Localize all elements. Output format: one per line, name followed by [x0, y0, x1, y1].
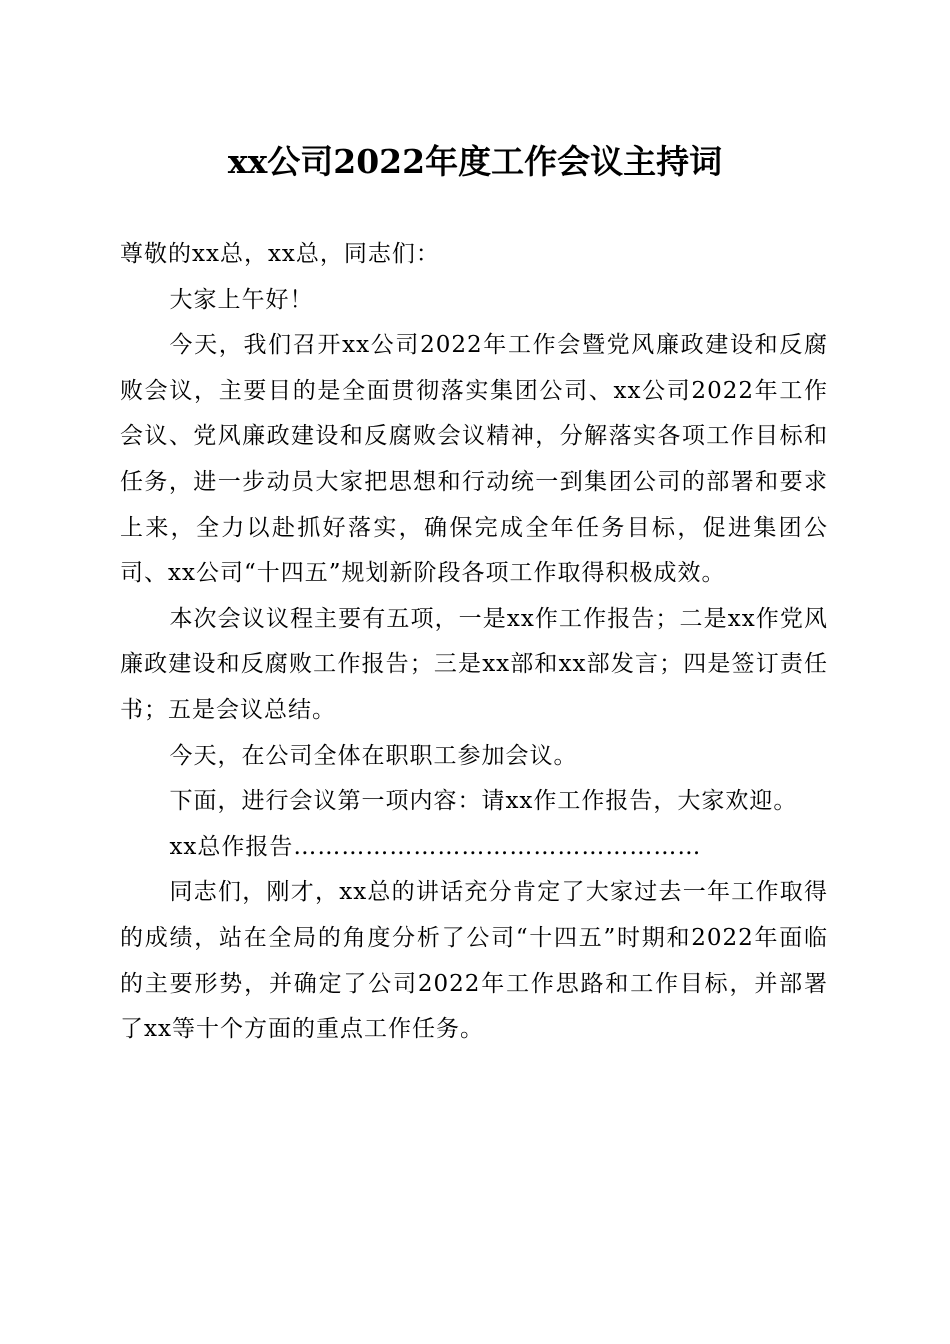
document-body [120, 232, 828, 1053]
opening-paragraph: 今天，我们召开xx公司2022年工作会暨党风廉政建设和反腐败会议，主要目的是全面贯彻落实集团公司、xx公司2022年工作会议、党风廉政建设和反腐败会议精神，分解落实各项工作目标和任务，进一步动员大家把思想和行动统一到集团公司的部署和要求上来，全力以赴抓好落实，确保完成全年任务目标，促进集团公司、xx公司“十四五”规划新阶段各项工作取得积极成效。 [120, 332, 828, 587]
agenda-paragraph: 本次会议议程主要有五项，一是xx作工作报告；二是xx作党风廉政建设和反腐败工作报告；三是xx部和xx部发言；四是签订责任书；五是会议总结。 [120, 605, 828, 723]
greeting-paragraph: 大家上午好！ [169, 286, 314, 313]
document-title: xx公司2022年度工作会议主持词 [227, 142, 723, 181]
attendance-paragraph: 今天，在公司全体在职职工参加会议。 [169, 742, 578, 769]
salutation: 尊敬的xx总，xx总，同志们： [120, 241, 440, 267]
first-item-paragraph: 下面，进行会议第一项内容：请xx作工作报告，大家欢迎。 [169, 788, 798, 815]
report-placeholder-paragraph: xx总作报告…………………………………………… [169, 833, 702, 860]
summary-paragraph: 同志们，刚才，xx总的讲话充分肯定了大家过去一年工作取得的成绩，站在全局的角度分析了公司“十四五”时期和2022年面临的主要形势，并确定了公司2022年工作思路和工作目标，并部署了xx等十个方面的重点工作任务。 [120, 879, 828, 1043]
